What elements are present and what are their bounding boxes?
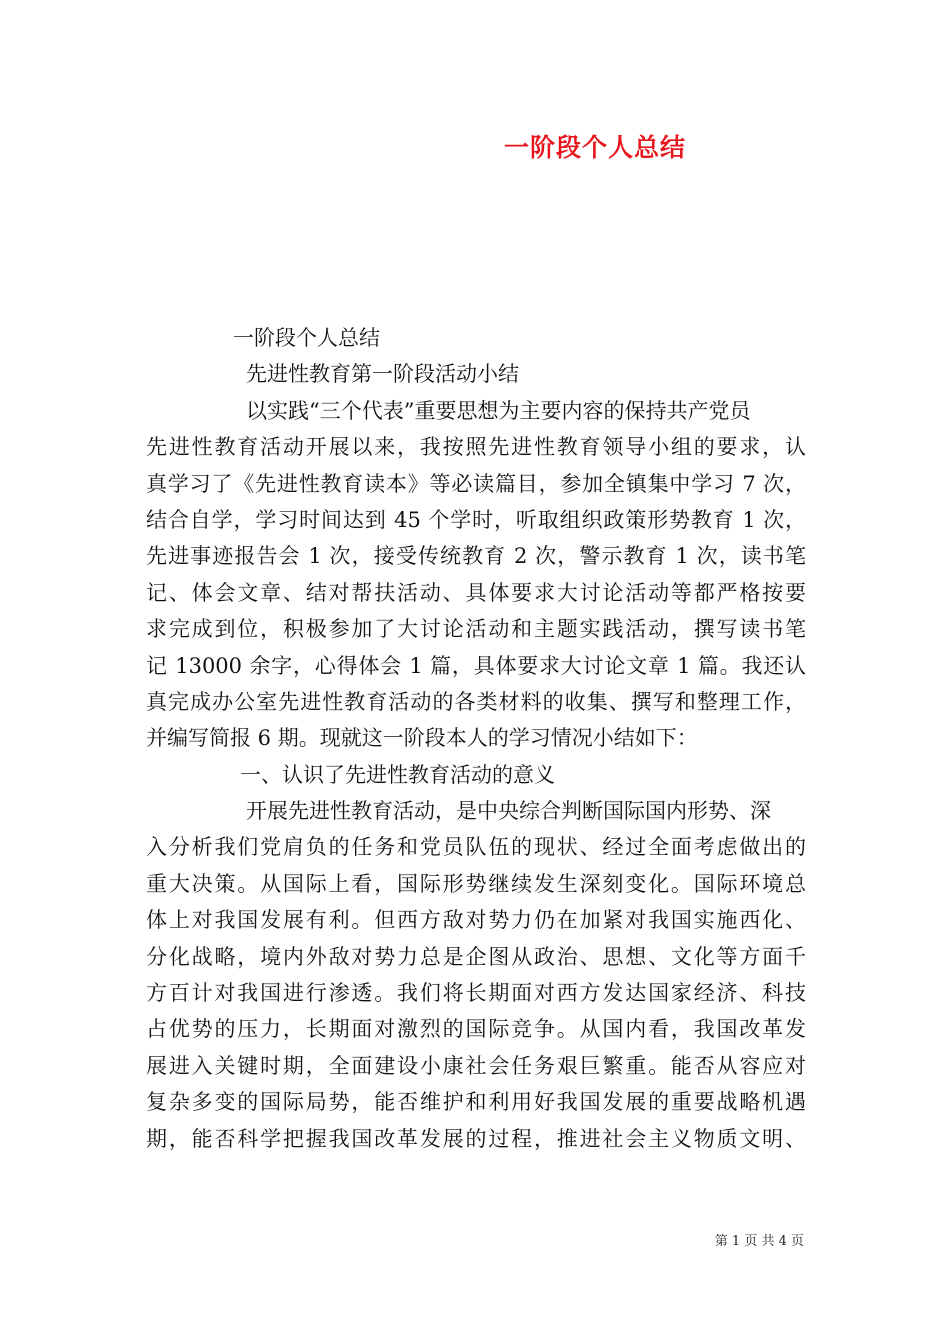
document-body: [146, 320, 806, 1157]
heading-line: 一阶段个人总结: [233, 326, 380, 350]
paragraph-line: 入分析我们党肩负的任务和党员队伍的现状、经过全面考虑做出的: [146, 835, 806, 860]
paragraph-line: 记 13000 余字，心得体会 1 篇，具体要求大讨论文章 1 篇。我还认: [146, 653, 806, 678]
paragraph-line: 分化战略，境内外敌对势力总是企图从政治、思想、文化等方面千: [146, 944, 806, 969]
paragraph-line: 方百计对我国进行渗透。我们将长期面对西方发达国家经济、科技: [146, 981, 806, 1006]
paragraph-line: 真学习了《先进性教育读本》等必读篇目，参加全镇集中学习 7 次，: [146, 471, 806, 496]
paragraph-line: 展进入关键时期，全面建设小康社会任务艰巨繁重。能否从容应对: [146, 1053, 806, 1078]
paragraph-line: 期，能否科学把握我国改革发展的过程，推进社会主义物质文明、: [146, 1126, 806, 1151]
paragraph-line: 先进事迹报告会 1 次，接受传统教育 2 次，警示教育 1 次，读书笔: [146, 544, 806, 569]
paragraph-line: 结合自学，学习时间达到 45 个学时，听取组织政策形势教育 1 次，: [146, 507, 806, 532]
paragraph-line: 先进性教育活动开展以来，我按照先进性教育领导小组的要求，认: [146, 435, 806, 460]
paragraph-line: 复杂多变的国际局势，能否维护和利用好我国发展的重要战略机遇: [146, 1090, 806, 1115]
page-footer: 第 1 页 共 4 页: [714, 1234, 804, 1249]
paragraph-line: 重大决策。从国际上看，国际形势继续发生深刻变化。国际环境总: [146, 871, 806, 896]
section-heading: 一、认识了先进性教育活动的意义: [240, 762, 555, 787]
paragraph-line: 体上对我国发展有利。但西方敌对势力仍在加紧对我国实施西化、: [146, 908, 806, 933]
paragraph-line: 记、体会文章、结对帮扶活动、具体要求大讨论活动等都严格按要: [146, 580, 806, 605]
paragraph-line: 并编写简报 6 期。现就这一阶段本人的学习情况小结如下：: [146, 726, 698, 751]
paragraph-line: 求完成到位，积极参加了大讨论活动和主题实践活动，撰写读书笔: [146, 617, 806, 642]
paragraph-line: 占优势的压力，长期面对激烈的国际竞争。从国内看，我国改革发: [146, 1017, 806, 1042]
document-title: 一阶段个人总结: [503, 133, 686, 162]
paragraph-line: 开展先进性教育活动，是中央综合判断国际国内形势、深: [246, 799, 771, 824]
paragraph-line: 以实践“三个代表”重要思想为主要内容的保持共产党员: [246, 398, 751, 423]
paragraph-line: 真完成办公室先进性教育活动的各类材料的收集、撰写和整理工作，: [146, 689, 806, 714]
subheading-line: 先进性教育第一阶段活动小结: [246, 362, 519, 387]
